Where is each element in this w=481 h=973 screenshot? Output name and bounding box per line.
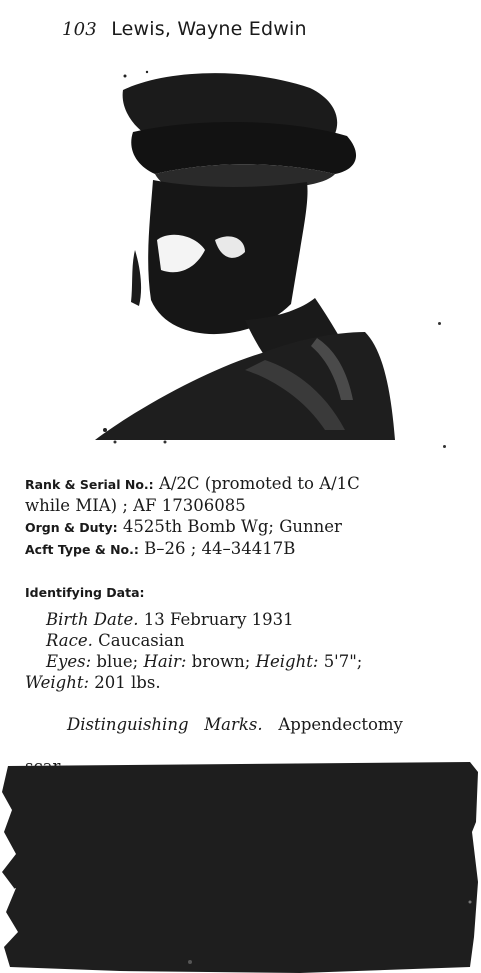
- scan-speck: [438, 322, 441, 325]
- organization-duty-label: Orgn & Duty:: [25, 520, 118, 535]
- eyes-value: blue;: [96, 652, 139, 671]
- weight-line: [25, 672, 470, 693]
- portrait-photo-icon: [95, 70, 395, 450]
- rank-serial-line: [25, 473, 470, 495]
- identifying-heading: Identifying Data:: [25, 585, 145, 600]
- race-line: [25, 630, 470, 651]
- height-label: Height:: [255, 652, 319, 671]
- physical-line: [25, 651, 470, 672]
- birth-date-label: Birth Date.: [46, 610, 139, 629]
- distinguishing-marks-label: Distinguishing Marks.: [66, 715, 263, 734]
- birth-date-value: 13 February 1931: [143, 610, 294, 629]
- height-value: 5'7";: [323, 652, 363, 671]
- organization-duty-value: 4525th Bomb Wg; Gunner: [122, 517, 342, 536]
- weight-value: 201 lbs.: [94, 673, 161, 692]
- scan-speck: [443, 445, 446, 448]
- rank-serial-label: Rank & Serial No.:: [25, 477, 154, 492]
- aircraft-type-value: B–26 ; 44–34417B: [144, 539, 296, 558]
- redaction-block-icon: [0, 762, 481, 973]
- distinguishing-marks-value: Appendectomy: [278, 715, 403, 734]
- hair-value: brown;: [191, 652, 251, 671]
- eyes-label: Eyes:: [46, 652, 92, 671]
- aircraft-type-label: Acft Type & No.:: [25, 542, 139, 557]
- service-record: [25, 473, 470, 560]
- aircraft-type-line: [25, 538, 470, 560]
- identifying-data: [25, 581, 470, 777]
- record-header: [62, 18, 307, 40]
- rank-serial-value: A/2C (promoted to A/1C: [158, 474, 360, 493]
- person-name: Lewis, Wayne Edwin: [111, 18, 307, 40]
- hair-label: Hair:: [143, 652, 187, 671]
- distinguishing-marks-line: [25, 693, 470, 756]
- handwritten-record-number: 103: [62, 19, 97, 40]
- organization-duty-line: [25, 516, 470, 538]
- race-value: Caucasian: [98, 631, 185, 650]
- weight-label: Weight:: [25, 673, 90, 692]
- birth-date-line: [25, 609, 470, 630]
- race-label: Race.: [46, 631, 93, 650]
- rank-serial-line-2: while MIA) ; AF 17306085: [25, 496, 246, 515]
